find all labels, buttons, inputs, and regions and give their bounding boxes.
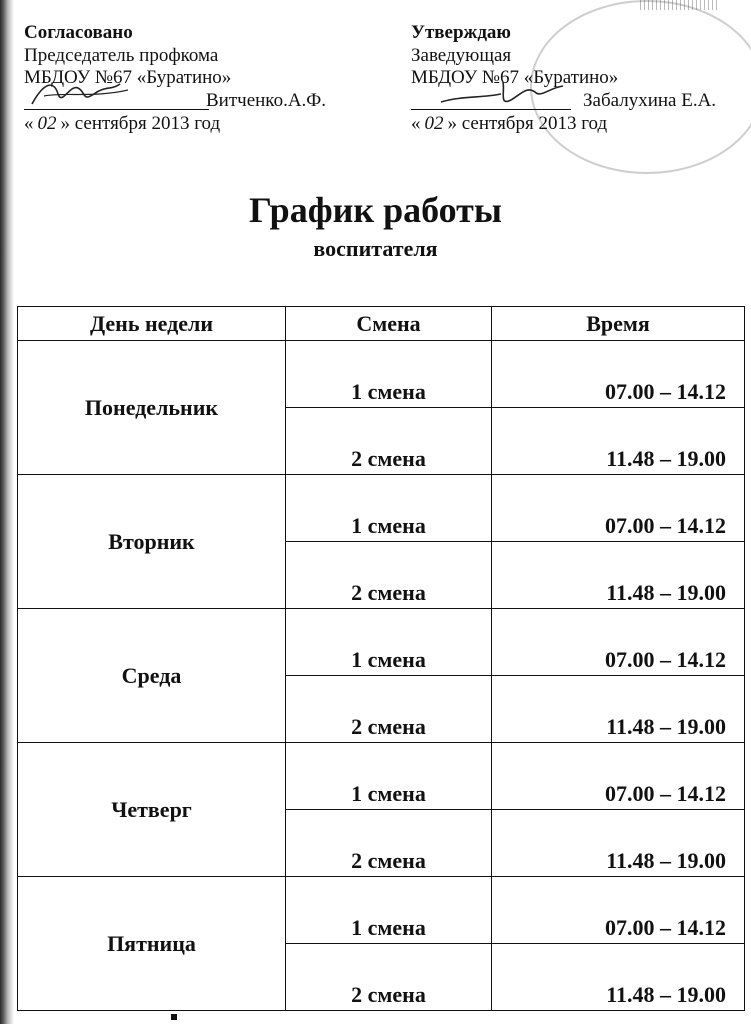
scan-edge-shadow [0, 0, 14, 1024]
shift-cell [286, 341, 492, 408]
time-range: 07.00 – 14.12 [605, 379, 726, 404]
day-cell: Пятница [18, 877, 286, 1011]
shift-label: 2 смена [351, 580, 426, 605]
time-range: 07.00 – 14.12 [605, 781, 726, 806]
shift-label: 2 смена [351, 714, 426, 739]
table-row [18, 609, 745, 676]
time-range: 07.00 – 14.12 [605, 513, 726, 538]
time-range: 07.00 – 14.12 [605, 647, 726, 672]
shift-cell [286, 676, 492, 743]
approval-heading-left: Согласовано [24, 22, 133, 43]
header-shift: Смена [286, 307, 492, 341]
header-time: Время [492, 307, 745, 341]
table-row [18, 475, 745, 542]
time-cell [492, 743, 745, 810]
date-day-right: 02 [424, 112, 444, 134]
shift-label: 1 смена [351, 781, 426, 806]
time-cell [492, 877, 745, 944]
date-quote-open-right: « [411, 112, 421, 134]
approval-block-left [24, 22, 384, 136]
shift-cell [286, 475, 492, 542]
shift-label: 1 смена [351, 513, 426, 538]
date-line-left [24, 113, 384, 136]
handwritten-signature-right [431, 76, 571, 112]
shift-cell [286, 408, 492, 475]
shift-cell [286, 609, 492, 676]
approval-org-right: МБДОУ №67 «Буратино» [411, 67, 619, 88]
date-line-right [411, 113, 751, 136]
table-header-row [18, 307, 745, 341]
time-cell [492, 810, 745, 877]
approval-heading-right: Утверждаю [411, 22, 511, 43]
time-cell [492, 609, 745, 676]
approval-block-right [411, 22, 751, 136]
time-range: 07.00 – 14.12 [605, 915, 726, 940]
signature-line-right [411, 90, 751, 113]
shift-label: 1 смена [351, 647, 426, 672]
shift-cell [286, 944, 492, 1011]
time-cell [492, 341, 745, 408]
shift-label: 2 смена [351, 446, 426, 471]
day-cell: Понедельник [18, 341, 286, 475]
signature-line-left [24, 90, 384, 113]
time-cell [492, 542, 745, 609]
date-month-year-left: » сентября 2013 год [60, 112, 221, 134]
table-row [18, 341, 745, 408]
shift-cell [286, 810, 492, 877]
time-range: 11.48 – 19.00 [606, 848, 726, 873]
schedule-table [17, 306, 745, 1011]
document-subtitle: воспитателя [313, 236, 438, 261]
time-range: 11.48 – 19.00 [606, 446, 726, 471]
time-cell [492, 944, 745, 1011]
time-cell [492, 676, 745, 743]
shift-cell [286, 743, 492, 810]
handwritten-signature-left [24, 76, 134, 112]
shift-label: 2 смена [351, 982, 426, 1007]
header-day: День недели [18, 307, 286, 341]
date-day-left: 02 [37, 112, 57, 134]
time-range: 11.48 – 19.00 [606, 580, 726, 605]
shift-label: 2 смена [351, 848, 426, 873]
time-cell [492, 475, 745, 542]
shift-cell [286, 542, 492, 609]
shift-cell [286, 877, 492, 944]
day-cell: Среда [18, 609, 286, 743]
date-month-year-right: » сентября 2013 год [447, 112, 608, 134]
shift-label: 1 смена [351, 915, 426, 940]
time-range: 11.48 – 19.00 [606, 714, 726, 739]
day-cell: Вторник [18, 475, 286, 609]
approval-org-left: МБДОУ №67 «Буратино» [24, 67, 232, 88]
document-title: График работы [249, 190, 502, 230]
date-quote-open-left: « [24, 112, 34, 134]
approval-position-left: Председатель профкома [24, 44, 219, 66]
shift-label: 1 смена [351, 379, 426, 404]
approval-position-right: Заведующая [411, 44, 512, 66]
day-cell: Четверг [18, 743, 286, 877]
table-row [18, 743, 745, 810]
time-cell [492, 408, 745, 475]
signatory-name-right: Забалухина Е.А. [583, 90, 717, 111]
signatory-name-left: Витченко.А.Ф. [206, 90, 327, 111]
time-range: 11.48 – 19.00 [606, 982, 726, 1007]
scan-mark [171, 1014, 177, 1020]
table-row [18, 877, 745, 944]
